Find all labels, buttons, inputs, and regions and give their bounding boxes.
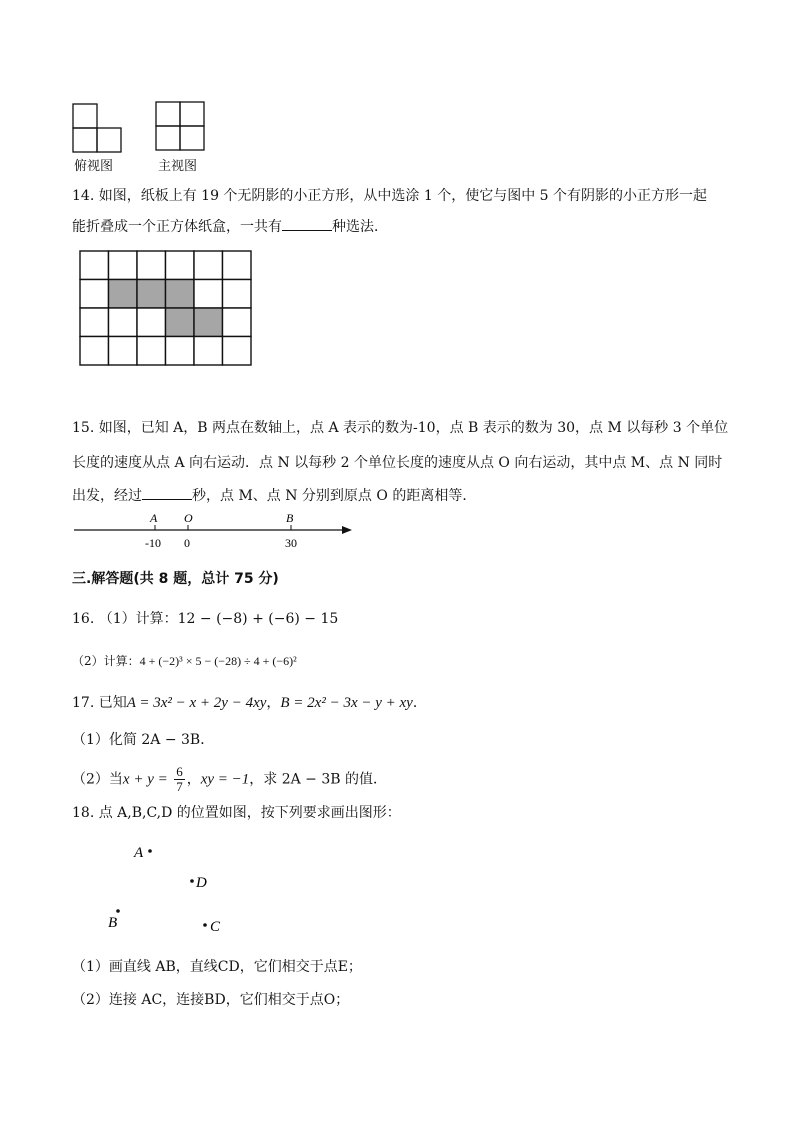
grid-cell-shaded bbox=[109, 280, 138, 309]
point-B-label: B bbox=[286, 511, 294, 525]
point-C-dot bbox=[203, 923, 207, 927]
q15-number-line bbox=[72, 508, 362, 558]
point-B-dot bbox=[116, 909, 120, 913]
front-view-drawing bbox=[155, 101, 207, 153]
q18-part1: （1）画直线 AB，直线CD，它们相交于点E； bbox=[72, 959, 362, 975]
point-C-name: C bbox=[210, 919, 221, 935]
point-A-name: A bbox=[134, 845, 144, 861]
q17-prefix: 17. 已知 bbox=[72, 695, 127, 711]
grid-cell bbox=[80, 251, 109, 280]
point-O-value: 0 bbox=[184, 536, 190, 550]
q14-grid bbox=[79, 250, 253, 372]
grid-cell bbox=[137, 337, 166, 366]
point-A-dot bbox=[148, 849, 152, 853]
q17-comma2: ， bbox=[186, 771, 201, 788]
q17-part2-end: ，求 2A − 3B 的值． bbox=[249, 771, 387, 788]
grid-cell bbox=[223, 251, 252, 280]
point-B-value: 30 bbox=[285, 536, 297, 550]
q16-part2 bbox=[72, 651, 297, 671]
grid-cell bbox=[166, 337, 195, 366]
point-B-name: B bbox=[108, 915, 118, 931]
q16-part2-label: （2）计算： bbox=[72, 654, 140, 668]
grid-cell bbox=[80, 280, 109, 309]
grid-cell bbox=[137, 308, 166, 337]
grid-cell bbox=[80, 308, 109, 337]
q17-part1: （1）化简 2A − 3B． bbox=[72, 732, 215, 748]
q18-line1: 18. 点 A,B,C,D 的位置如图，按下列要求画出图形： bbox=[72, 805, 401, 821]
grid-cell bbox=[223, 337, 252, 366]
q17-B-expression: B = 2x² − 3x − y + xy bbox=[280, 695, 413, 711]
q17-fraction-numerator: 6 bbox=[176, 764, 183, 779]
q17-line1 bbox=[72, 693, 427, 713]
q14-line2 bbox=[72, 216, 388, 237]
q15-line3 bbox=[72, 485, 476, 506]
grid-cell bbox=[223, 280, 252, 309]
q15-line3-text: 出发，经过 bbox=[72, 488, 142, 504]
grid-cell bbox=[223, 308, 252, 337]
grid-cell bbox=[194, 337, 223, 366]
q14-line1: 14. 如图，纸板上有 19 个无阴影的小正方形，从中选涂 1 个，使它与图中 5 个有阴影的小正方形一起 bbox=[72, 188, 708, 204]
point-D-name: D bbox=[196, 875, 207, 891]
section-title: 三.解答题(共 8 题，总计 75 分) bbox=[72, 571, 279, 587]
top-view-label: 俯视图 bbox=[74, 159, 114, 174]
q17-fraction-denominator: 7 bbox=[176, 779, 183, 794]
q18-points-figure bbox=[100, 835, 240, 949]
grid-cell-shaded bbox=[166, 280, 195, 309]
front-view-figure bbox=[155, 101, 207, 157]
q14-line2-text: 能折叠成一个正方体纸盒，一共有 bbox=[72, 219, 282, 235]
q14-grid-drawing bbox=[79, 250, 253, 368]
grid-cell bbox=[109, 337, 138, 366]
q18-part2: （2）连接 AC，连接BD，它们相交于点O； bbox=[72, 992, 350, 1008]
top-view-figure bbox=[72, 103, 124, 159]
q17-end: ． bbox=[412, 695, 427, 711]
grid-cell-shaded bbox=[194, 308, 223, 337]
q17-comma: ， bbox=[266, 695, 281, 711]
q16-part2-expression: 4 + (−2)³ × 5 − (−28) ÷ 4 + (−6)² bbox=[139, 654, 297, 668]
q17-condition2: xy = −1 bbox=[200, 771, 250, 788]
grid-cell bbox=[166, 251, 195, 280]
grid-cell bbox=[194, 280, 223, 309]
q17-part2-prefix: （2）当 bbox=[72, 771, 123, 788]
q15-line3-end: 秒，点 M、点 N 分别到原点 O 的距离相等． bbox=[192, 488, 477, 504]
q18-points-drawing bbox=[100, 835, 240, 945]
q17-A-expression: A = 3x² − x + 2y − 4xy bbox=[126, 695, 267, 711]
point-O-label: O bbox=[184, 511, 193, 525]
grid-cell bbox=[194, 251, 223, 280]
q17-fraction bbox=[174, 765, 185, 794]
grid-cell-shaded bbox=[137, 280, 166, 309]
q16-part1: 16. （1）计算：12 − (−8) + (−6) − 15 bbox=[72, 611, 339, 627]
top-view-drawing bbox=[72, 103, 124, 155]
front-view-label: 主视图 bbox=[158, 159, 198, 174]
point-D-dot bbox=[190, 879, 194, 883]
point-A-value: -10 bbox=[145, 536, 161, 550]
grid-cell bbox=[109, 308, 138, 337]
q15-line1: 15. 如图，已知 A，B 两点在数轴上，点 A 表示的数为-10，点 B 表示的数为 30，点 M 以每秒 3 个单位 bbox=[72, 420, 729, 436]
number-line-arrow bbox=[342, 526, 352, 534]
grid-cell-shaded bbox=[166, 308, 195, 337]
grid-cell bbox=[80, 337, 109, 366]
q17-condition1: x + y = bbox=[122, 771, 168, 788]
q14-line2-end: 种选法． bbox=[332, 219, 388, 235]
grid-cell bbox=[137, 251, 166, 280]
q15-answer-blank[interactable] bbox=[142, 485, 192, 500]
q15-line2: 长度的速度从点 A 向右运动．点 N 以每秒 2 个单位长度的速度从点 O 向右运动，其中点 M、点 N 同时 bbox=[72, 455, 723, 471]
q17-part2 bbox=[72, 765, 387, 794]
number-line-drawing bbox=[72, 508, 362, 554]
grid-cell bbox=[109, 251, 138, 280]
q14-answer-blank[interactable] bbox=[282, 216, 332, 231]
point-A-label: A bbox=[150, 511, 158, 525]
